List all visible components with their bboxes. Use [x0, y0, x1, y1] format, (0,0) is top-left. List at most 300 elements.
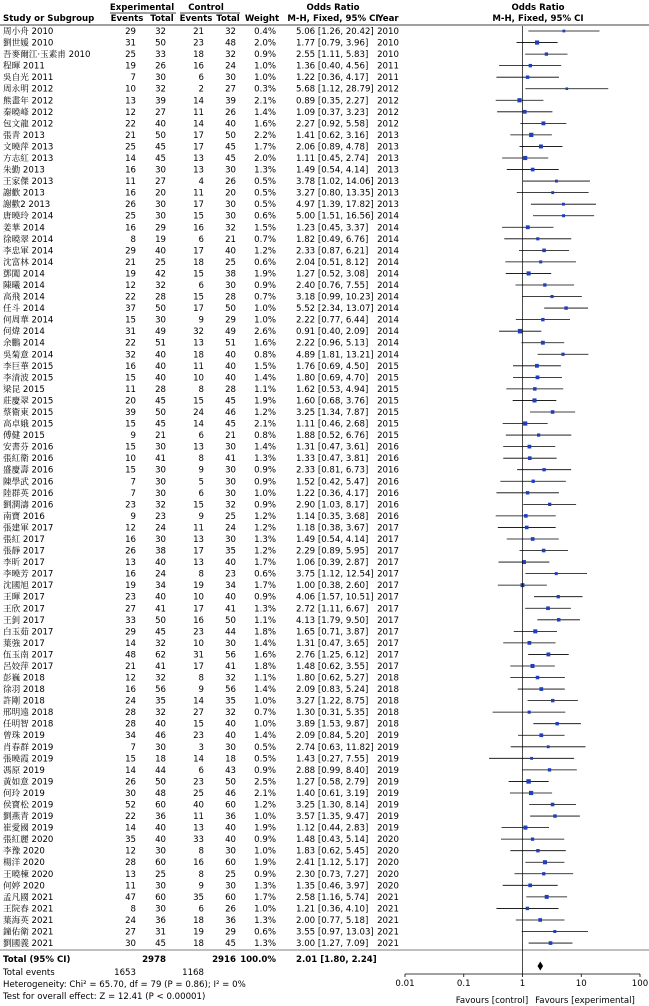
weight-value: 1.6%	[254, 119, 276, 130]
ctrl-total: 27	[225, 84, 236, 95]
study-name: 高卓娥 2015	[3, 419, 54, 430]
year-value: 2016	[377, 511, 399, 522]
ctrl-events: 17	[193, 604, 204, 615]
or-ci-value: 3.18 [0.99, 10.23]	[296, 292, 374, 303]
or-ci-value: 2.33 [0.87, 6.21]	[296, 246, 369, 257]
study-name: 安書芬 2016	[3, 442, 54, 453]
ctrl-events: 17	[193, 200, 204, 211]
point-estimate	[564, 306, 567, 309]
ctrl-events: 18	[193, 50, 204, 61]
or-ci-value: 2.27 [0.92, 5.58]	[296, 119, 369, 130]
exp-total: 30	[155, 534, 166, 545]
weight-value: 2.2%	[254, 130, 276, 141]
exp-events: 11	[125, 177, 136, 188]
year-value: 2020	[377, 881, 399, 892]
ctrl-total: 40	[225, 823, 236, 834]
ctrl-events: 15	[193, 269, 204, 280]
point-estimate	[539, 687, 543, 691]
or-ci-value: 1.12 [0.44, 2.83]	[296, 823, 369, 834]
point-estimate	[529, 791, 533, 795]
ctrl-events: 15	[193, 211, 204, 222]
or-ci-value: 1.65 [0.71, 3.87]	[296, 627, 369, 638]
ctrl-total: 48	[225, 38, 236, 49]
exp-total: 45	[155, 396, 166, 407]
point-estimate	[539, 733, 543, 737]
exp-total: 32	[155, 280, 166, 291]
study-name: 黃如意 2019	[3, 777, 54, 788]
ctrl-total: 30	[225, 488, 236, 499]
study-name: 曾珠 2019	[3, 731, 45, 742]
weight-value: 1.9%	[254, 396, 276, 407]
ctrl-total: 24	[225, 61, 236, 72]
study-name: 葉海英 2021	[3, 915, 54, 926]
ctrl-events: 10	[193, 373, 204, 384]
exp-events: 15	[125, 754, 136, 765]
x-tick-label: 1	[519, 979, 526, 989]
point-estimate	[551, 699, 554, 702]
or-ci-value: 1.35 [0.46, 3.97]	[296, 881, 369, 892]
exp-events: 14	[125, 638, 136, 649]
study-name: 王家傑 2013	[3, 177, 54, 188]
ctrl-total: 26	[225, 177, 236, 188]
or-ci-value: 1.09 [0.37, 3.23]	[296, 107, 369, 118]
or-ci-value: 2.00 [0.77, 5.18]	[296, 915, 369, 926]
or-ci-value: 3.89 [1.53, 9.87]	[296, 719, 369, 730]
or-ci-value: 2.41 [1.12, 5.17]	[296, 858, 369, 869]
exp-total: 44	[155, 765, 166, 776]
point-estimate	[562, 30, 565, 33]
ctrl-total: 38	[225, 269, 236, 280]
ctrl-events: 21	[193, 27, 204, 37]
exp-events: 13	[125, 558, 136, 569]
favours-experimental-label: Favours [experimental]	[535, 996, 635, 1006]
ctrl-total: 30	[225, 465, 236, 476]
or-ci-value: 1.27 [0.58, 2.79]	[296, 777, 369, 788]
ctrl-events: 18	[193, 939, 204, 950]
or-ci-value: 1.49 [0.54, 4.14]	[296, 165, 369, 176]
weight-value: 2.1%	[254, 788, 276, 799]
exp-total: 32	[155, 84, 166, 95]
ctrl-total: 34	[225, 581, 236, 592]
year-value: 2015	[377, 384, 399, 395]
or-ci-value: 1.77 [0.79, 3.96]	[296, 38, 369, 49]
exp-total: 29	[155, 223, 166, 234]
or-ci-value: 1.31 [0.47, 3.65]	[296, 638, 369, 649]
ctrl-total: 45	[225, 153, 236, 164]
or-ci-value: 2.90 [1.03, 8.17]	[296, 500, 369, 511]
ctrl-total: 30	[225, 638, 236, 649]
ctrl-total: 45	[225, 939, 236, 950]
study-name: 白玉茹 2017	[3, 627, 54, 638]
weight-value: 1.0%	[254, 719, 276, 730]
exp-events: 28	[125, 719, 136, 730]
weight-value: 0.9%	[254, 765, 276, 776]
point-estimate	[550, 295, 553, 298]
point-estimate	[517, 98, 521, 102]
exp-total: 62	[155, 650, 166, 661]
point-estimate	[526, 225, 530, 229]
exp-events: 16	[125, 188, 136, 199]
or-ci-value: 2.76 [1.25, 6.12]	[296, 650, 369, 661]
weight-value: 0.8%	[254, 350, 276, 361]
point-estimate	[549, 941, 553, 945]
ctrl-events: 13	[193, 153, 204, 164]
or-ci-value: 1.62 [0.53, 4.94]	[296, 384, 369, 395]
exp-total: 41	[155, 661, 166, 672]
ctrl-events: 9	[198, 465, 204, 476]
point-estimate	[542, 249, 546, 253]
exp-events: 52	[125, 800, 136, 811]
ctrl-events: 23	[193, 777, 204, 788]
point-estimate	[557, 595, 560, 598]
ctrl-events: 14	[193, 696, 204, 707]
weight-value: 1.0%	[254, 61, 276, 72]
year-value: 2013	[377, 200, 399, 211]
exp-events: 25	[125, 211, 136, 222]
exp-events: 7	[130, 488, 136, 499]
exp-total: 21	[155, 431, 166, 442]
exp-events: 24	[125, 915, 136, 926]
exp-total: 24	[155, 523, 166, 534]
point-estimate	[538, 918, 542, 922]
or-ci-value: 1.11 [0.46, 2.68]	[296, 419, 369, 430]
ctrl-total: 32	[225, 27, 236, 37]
exp-total: 30	[155, 465, 166, 476]
year-value: 2015	[377, 419, 399, 430]
year-value: 2019	[377, 800, 399, 811]
weight-value: 1.1%	[254, 384, 276, 395]
exp-events: 14	[125, 765, 136, 776]
ctrl-total: 30	[225, 165, 236, 176]
weight-value: 1.6%	[254, 650, 276, 661]
point-estimate	[518, 329, 523, 334]
study-name: 沈富林 2014	[3, 257, 54, 268]
exp-total: 30	[155, 477, 166, 488]
weight-value: 1.7%	[254, 558, 276, 569]
ctrl-events: 33	[193, 835, 204, 846]
point-estimate	[562, 203, 565, 206]
exp-total: 40	[155, 835, 166, 846]
or-ci-value: 2.22 [0.77, 6.44]	[296, 315, 369, 326]
year-value: 2015	[377, 373, 399, 384]
exp-events: 27	[125, 927, 136, 938]
study-name: 侯寶松 2019	[3, 800, 54, 811]
ctrl-total: 24	[225, 523, 236, 534]
exp-total: 28	[155, 292, 166, 303]
exp-events: 22	[125, 119, 136, 130]
or-ci-value: 2.74 [0.63, 11.82]	[296, 742, 374, 753]
study-name: 王曉棟 2020	[3, 869, 54, 880]
year-value: 2014	[377, 280, 399, 291]
exp-total: 38	[155, 546, 166, 557]
weight-value: 0.6%	[254, 211, 276, 222]
weight-value: 0.9%	[254, 869, 276, 880]
study-name: 邢明遠 2018	[3, 708, 54, 719]
x-tick-label: 0.1	[456, 979, 471, 989]
exp-events: 19	[125, 581, 136, 592]
or-ci-value: 1.27 [0.52, 3.08]	[296, 269, 369, 280]
year-value: 2017	[377, 604, 399, 615]
weight-value: 1.2%	[254, 407, 276, 418]
point-estimate	[535, 40, 539, 44]
or-ci-value: 2.04 [0.51, 8.12]	[296, 257, 369, 268]
study-name: 朱勤 2013	[3, 165, 45, 176]
study-name: 姜華 2014	[3, 223, 45, 234]
ctrl-events: 10	[193, 592, 204, 603]
weight-value: 1.3%	[254, 534, 276, 545]
or-ci-value: 3.57 [1.35, 9.47]	[296, 812, 369, 823]
exp-events: 12	[125, 846, 136, 857]
study-name: 肖春群 2019	[3, 742, 54, 753]
weight-value: 0.7%	[254, 708, 276, 719]
year-value: 2014	[377, 338, 399, 349]
exp-total: 60	[155, 892, 166, 903]
or-ci-value: 2.55 [1.11, 5.83]	[296, 50, 369, 61]
exp-events: 33	[125, 615, 136, 626]
exp-total: 28	[155, 384, 166, 395]
point-estimate	[523, 421, 527, 425]
study-name: 鐘佑衛 2021	[3, 927, 54, 938]
point-estimate	[555, 722, 558, 725]
weight-value: 1.0%	[254, 904, 276, 915]
or-ci-value: 3.78 [1.02, 14.06]	[296, 177, 374, 188]
study-name: 李豫 2020	[3, 846, 45, 857]
or-ci-value: 4.13 [1.79, 9.50]	[296, 615, 369, 626]
point-estimate	[530, 757, 533, 760]
year-value: 2012	[377, 96, 399, 107]
study-name: 蔡衛東 2015	[3, 407, 54, 418]
or-ci-value: 2.09 [0.83, 5.24]	[296, 685, 369, 696]
ctrl-total: 40	[225, 350, 236, 361]
or-ci-value: 5.52 [2.34, 13.07]	[296, 304, 374, 315]
weight-value: 0.9%	[254, 592, 276, 603]
ctrl-total: 30	[225, 846, 236, 857]
point-estimate	[541, 318, 544, 321]
study-name: 呂姣萍 2017	[3, 661, 54, 672]
exp-events: 10	[125, 454, 136, 465]
point-estimate	[529, 133, 533, 137]
or-ci-value: 3.27 [0.80, 13.35]	[296, 188, 374, 199]
weight-value: 1.5%	[254, 361, 276, 372]
ctrl-total: 50	[225, 615, 236, 626]
study-name: 吾麥爾江·玉素甫 2010	[3, 50, 91, 61]
year-value: 2021	[377, 939, 399, 950]
ctrl-events: 8	[198, 454, 204, 465]
or-ci-value: 3.27 [1.22, 8.75]	[296, 696, 369, 707]
weight-value: 0.7%	[254, 234, 276, 245]
ctrl-events: 6	[198, 765, 204, 776]
study-name: 周小舟 2010	[3, 27, 54, 37]
or-ci-value: 2.40 [0.76, 7.55]	[296, 280, 369, 291]
weight-value: 1.0%	[254, 315, 276, 326]
year-value: 2013	[377, 142, 399, 153]
exp-total: 40	[155, 350, 166, 361]
point-estimate	[536, 676, 539, 679]
year-value: 2019	[377, 754, 399, 765]
ctrl-total: 30	[225, 881, 236, 892]
year-value: 2017	[377, 650, 399, 661]
ctrl-events: 25	[193, 788, 204, 799]
ctrl-events: 16	[193, 858, 204, 869]
point-estimate	[555, 180, 558, 183]
exp-events: 9	[130, 431, 136, 442]
ctrl-total: 28	[225, 384, 236, 395]
study-marks	[489, 30, 608, 945]
study-name: 李巨華 2015	[3, 361, 54, 372]
exp-total: 50	[155, 304, 166, 315]
year-value: 2011	[377, 73, 399, 84]
weight-value: 0.3%	[254, 84, 276, 95]
ctrl-events: 19	[193, 927, 204, 938]
study-name: 包文龍 2012	[3, 119, 54, 130]
or-ci-value: 1.36 [0.40, 4.56]	[296, 61, 369, 72]
study-name: 李曉芳 2017	[3, 569, 54, 580]
ctrl-events: 6	[198, 234, 204, 245]
ctrl-events: 14	[193, 754, 204, 765]
study-name: 李忠軍 2014	[3, 246, 54, 257]
exp-events: 12	[125, 523, 136, 534]
x-axis	[395, 974, 648, 989]
point-estimate	[557, 618, 560, 621]
point-estimate	[555, 572, 558, 575]
point-estimate	[561, 353, 564, 356]
weight-value: 1.4%	[254, 638, 276, 649]
weight-value: 1.9%	[254, 823, 276, 834]
exp-total: 32	[155, 708, 166, 719]
exp-events: 26	[125, 546, 136, 557]
point-estimate	[546, 652, 550, 656]
year-value: 2017	[377, 638, 399, 649]
or-ci-value: 2.09 [0.84, 5.20]	[296, 731, 369, 742]
exp-total: 35	[155, 696, 166, 707]
ctrl-events: 8	[198, 673, 204, 684]
exp-events: 10	[125, 84, 136, 95]
point-estimate	[562, 214, 565, 217]
weight-value: 1.7%	[254, 142, 276, 153]
weight-value: 0.5%	[254, 177, 276, 188]
or-ci-value: 3.75 [1.12, 12.54]	[296, 569, 374, 580]
exp-total: 32	[155, 500, 166, 511]
ctrl-total: 32	[225, 500, 236, 511]
or-ci-value: 1.48 [0.62, 3.55]	[296, 661, 369, 672]
exp-total: 60	[155, 858, 166, 869]
exp-total: 51	[155, 338, 166, 349]
study-name: 劉燕青 2019	[3, 812, 54, 823]
exp-total: 36	[155, 812, 166, 823]
ctrl-events: 23	[193, 731, 204, 742]
ctrl-total: 40	[225, 592, 236, 603]
exp-events: 31	[125, 327, 136, 338]
weight-value: 0.9%	[254, 280, 276, 291]
exp-total: 25	[155, 257, 166, 268]
study-name: 何玲 2019	[3, 788, 45, 799]
ctrl-total: 41	[225, 604, 236, 615]
year-value: 2017	[377, 569, 399, 580]
year-value: 2015	[377, 431, 399, 442]
or-ci-value: 3.25 [1.30, 8.14]	[296, 800, 369, 811]
year-value: 2019	[377, 731, 399, 742]
year-value: 2014	[377, 304, 399, 315]
exp-events: 28	[125, 708, 136, 719]
ctrl-events: 16	[193, 223, 204, 234]
exp-events: 16	[125, 685, 136, 696]
weight-value: 0.9%	[254, 477, 276, 488]
summary-label: Total (95% CI)	[3, 955, 71, 965]
ctrl-events: 18	[193, 915, 204, 926]
study-name: 唐曉玲 2014	[3, 211, 54, 222]
point-estimate	[526, 75, 529, 78]
ctrl-total: 50	[225, 777, 236, 788]
point-estimate	[548, 768, 551, 771]
weight-value: 1.1%	[254, 615, 276, 626]
pooled-diamond	[537, 962, 543, 971]
year-value: 2014	[377, 211, 399, 222]
study-name: 孟凡國 2021	[3, 892, 54, 903]
total-ctrl-events: 1168	[182, 968, 204, 978]
point-estimate	[547, 745, 550, 748]
ctrl-events: 4	[198, 177, 204, 188]
study-name: 張紅衛 2016	[3, 454, 54, 465]
ctrl-events: 17	[193, 546, 204, 557]
or-ci-value: 1.49 [0.54, 4.14]	[296, 534, 369, 545]
ctrl-total: 18	[225, 754, 236, 765]
exp-total: 34	[155, 581, 166, 592]
weight-value: 0.5%	[254, 188, 276, 199]
point-estimate	[523, 110, 527, 114]
ctrl-events: 5	[198, 477, 204, 488]
weight-value: 1.4%	[254, 685, 276, 696]
point-estimate	[543, 860, 547, 864]
ctrl-total: 45	[225, 142, 236, 153]
exp-total: 24	[155, 569, 166, 580]
ctrl-total: 43	[225, 765, 236, 776]
exp-events: 15	[125, 315, 136, 326]
or-ci-value: 1.31 [0.47, 3.61]	[296, 442, 369, 453]
ctrl-events: 15	[193, 396, 204, 407]
ctrl-events: 19	[193, 581, 204, 592]
ctrl-total: 46	[225, 788, 236, 799]
point-estimate	[528, 456, 532, 460]
ctrl-events: 18	[193, 257, 204, 268]
weight-value: 0.7%	[254, 292, 276, 303]
ctrl-events: 8	[198, 569, 204, 580]
or-ci-value: 1.11 [0.45, 2.74]	[296, 153, 369, 164]
exp-total: 33	[155, 50, 166, 61]
point-estimate	[539, 260, 542, 263]
exp-total: 46	[155, 731, 166, 742]
year-value: 2018	[377, 708, 399, 719]
exp-total: 23	[155, 511, 166, 522]
point-estimate	[533, 629, 537, 633]
study-name: 文曉萍 2013	[3, 142, 54, 153]
year-value: 2014	[377, 327, 399, 338]
exp-events: 25	[125, 50, 136, 61]
ctrl-events: 15	[193, 719, 204, 730]
weight-value: 1.8%	[254, 627, 276, 638]
ctrl-events: 15	[193, 500, 204, 511]
ctrl-total: 30	[225, 211, 236, 222]
ctrl-events: 6	[198, 488, 204, 499]
heterogeneity-text: Heterogeneity: Chi² = 65.70, df = 79 (P = 0.86); I² = 0%	[3, 980, 246, 990]
ctrl-total: 21	[225, 234, 236, 245]
exp-total: 49	[155, 327, 166, 338]
exp-total: 36	[155, 915, 166, 926]
weight-value: 1.9%	[254, 858, 276, 869]
year-value: 2013	[377, 153, 399, 164]
exp-events: 25	[125, 142, 136, 153]
or-ci-value: 0.91 [0.40, 2.09]	[296, 327, 369, 338]
study-name: 楊洋 2020	[3, 858, 45, 869]
